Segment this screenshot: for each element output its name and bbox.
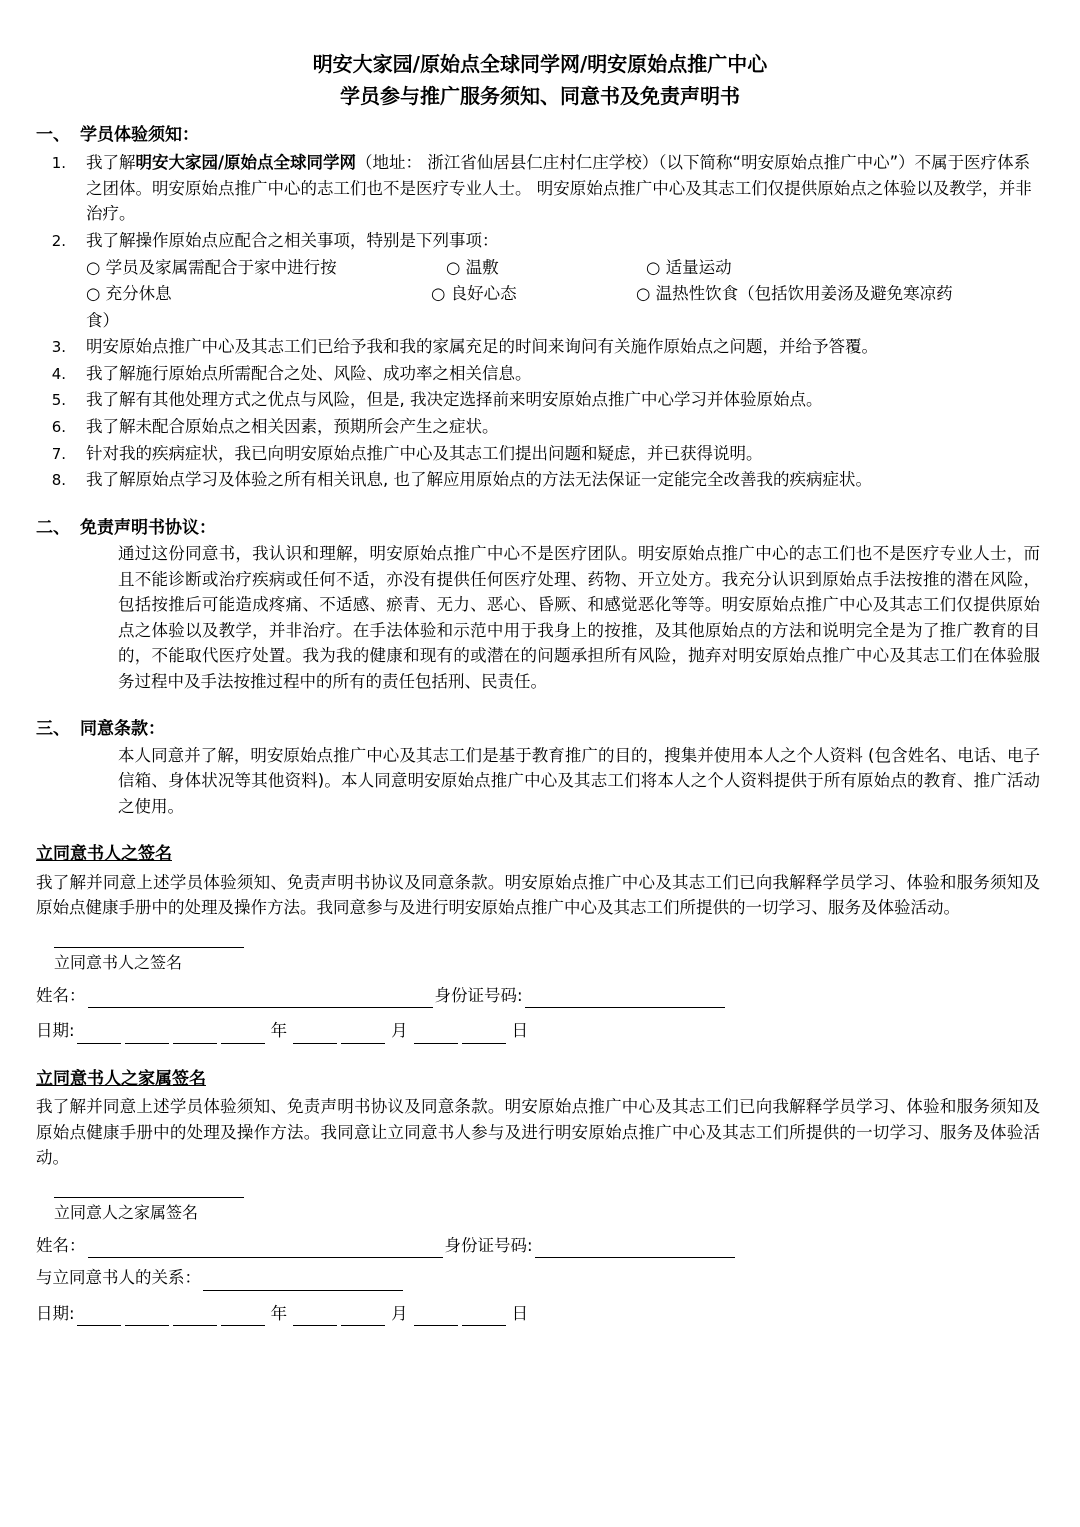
item-index: 1. xyxy=(51,154,66,173)
section-one-list xyxy=(36,150,1044,492)
day-label: 日 xyxy=(511,1021,529,1041)
item-index: 4. xyxy=(51,364,66,383)
name-label: 姓名： xyxy=(36,985,86,1005)
date-year-digit-2[interactable] xyxy=(125,1026,169,1044)
page-title xyxy=(36,48,1044,112)
item-text-post: （地址： 浙江省仙居县仁庄村仁庄学校）（以下简称“明安原始点推广中心”）不属于医疗体系之团体。明安原始点推广中心的志工们也不是医疗专业人士。 明安原始点推广中心及其志工们仅提供原始点之体验以及教学，并非治疗。 xyxy=(86,153,1032,224)
list-item xyxy=(36,150,1044,227)
item-text: 我了解有其他处理方式之优点与风险，但是, 我决定选择前来明安原始点推广中心学习并体验原始点。 xyxy=(86,390,823,410)
option-group xyxy=(86,255,1044,334)
item-text: 我了解操作原始点应配合之相关事项，特别是下列事项： xyxy=(86,231,499,251)
option-warm-diet-tail: 食） xyxy=(86,310,119,330)
family-date-year-digit-1[interactable] xyxy=(77,1309,121,1327)
list-item xyxy=(36,441,1044,467)
family-id-input[interactable] xyxy=(535,1241,735,1259)
date-year-digit-1[interactable] xyxy=(77,1026,121,1044)
item-text: 我了解原始点学习及体验之所有相关讯息, 也了解应用原始点的方法无法保证一定能完全改善我的疾病症状。 xyxy=(86,470,872,490)
family-name-label: 姓名： xyxy=(36,1235,86,1255)
list-item xyxy=(36,361,1044,387)
date-label: 日期: xyxy=(36,1021,75,1041)
signature-self-block xyxy=(36,947,1044,1044)
family-day-label: 日 xyxy=(511,1303,529,1323)
signature-self-line[interactable] xyxy=(54,947,244,948)
item-index: 7. xyxy=(51,444,66,463)
date-day-digit-2[interactable] xyxy=(462,1026,506,1044)
option-rest[interactable]: ○ 充分休息 xyxy=(86,284,172,304)
section-one-title: 学员体验须知： xyxy=(80,125,199,145)
family-id-label: 身份证号码: xyxy=(444,1235,533,1255)
family-date-month-digit-2[interactable] xyxy=(341,1309,385,1327)
signature-self-name-row xyxy=(36,983,1044,1009)
date-month-digit-1[interactable] xyxy=(293,1026,337,1044)
item-text: 我了解未配合原始点之相关因素，预期所会产生之症状。 xyxy=(86,416,499,436)
month-label: 月 xyxy=(391,1021,408,1041)
option-row-1 xyxy=(86,255,1044,281)
option-warm-compress[interactable]: ○ 温敷 xyxy=(446,257,499,277)
year-label: 年 xyxy=(270,1021,288,1041)
section-two-heading xyxy=(36,515,1044,541)
section-three-number: 三、 xyxy=(36,719,70,740)
signature-family-block xyxy=(36,1197,1044,1326)
option-good-mood[interactable]: ○ 良好心态 xyxy=(431,284,517,304)
list-item xyxy=(36,467,1044,493)
family-month-label: 月 xyxy=(391,1303,408,1323)
section-one-heading xyxy=(36,122,1044,148)
date-year-digit-4[interactable] xyxy=(221,1026,265,1044)
list-item xyxy=(36,414,1044,440)
signature-family-body: 我了解并同意上述学员体验须知、免责声明书协议及同意条款。明安原始点推广中心及其志工们已向我解释学员学习、体验和服务须知及原始点健康手册中的处理及操作方法。我同意让立同意书人参与及进行明安原始点推广中心及其志工们所提供的一切学习、服务及体验活动。 xyxy=(36,1097,1040,1168)
title-line-1: 明安大家园/原始点全球同学网/明安原始点推广中心 xyxy=(312,52,768,76)
signature-family-date-row xyxy=(36,1301,1044,1327)
item-body xyxy=(78,228,1044,333)
list-item xyxy=(36,387,1044,413)
signature-self-date-row xyxy=(36,1018,1044,1044)
section-two-title: 免责声明书协议： xyxy=(80,517,216,538)
section-two xyxy=(36,515,1044,695)
option-warm-diet[interactable]: ○ 温热性饮食（包括饮用姜汤及避免寒凉药 xyxy=(636,284,953,304)
date-day-digit-1[interactable] xyxy=(414,1026,458,1044)
item-index: 3. xyxy=(51,338,66,357)
signature-family-relation-row xyxy=(36,1265,1044,1291)
relation-label: 与立同意书人的关系： xyxy=(36,1268,201,1288)
date-year-digit-3[interactable] xyxy=(173,1026,217,1044)
id-input[interactable] xyxy=(525,991,725,1009)
family-date-year-digit-3[interactable] xyxy=(173,1309,217,1327)
item-text: 明安原始点推广中心及其志工们已给予我和我的家属充足的时间来询问有关施作原始点之问题，并给予答覆。 xyxy=(86,337,878,357)
section-three-heading xyxy=(36,716,1044,742)
section-two-body: 通过这份同意书，我认识和理解，明安原始点推广中心不是医疗团队。明安原始点推广中心的志工们也不是医疗专业人士，而且不能诊断或治疗疾病或任何不适，亦没有提供任何医疗处理、药物、开立处方。我充分认识到原始点手法按推的潜在风险，包括按推后可能造成疼痛、不适感、瘀青、无力、恶心、昏厥、和感觉恶化等等。明安原始点推广中心及其志工们仅提供原始点之体验以及教学，并非治疗。在手法体验和示范中用于我身上的按推，及其他原始点的方法和说明完全是为了推广教育的目的，不能取代医疗处置。我为我的健康和现有的或潜在的问题承担所有风险，抛弃对明安原始点推广中心及其志工们在体验服务过程中及手法按推过程中的所有的责任包括刑、民责任。 xyxy=(118,544,1040,691)
option-row-3 xyxy=(86,308,1044,334)
signature-self-heading: 立同意书人之签名 xyxy=(36,844,172,865)
option-row-2 xyxy=(86,281,1044,307)
family-year-label: 年 xyxy=(270,1303,288,1323)
section-one-number: 一、 xyxy=(36,125,70,145)
item-text-pre: 我了解 xyxy=(86,153,136,173)
signature-family-heading: 立同意书人之家属签名 xyxy=(36,1068,206,1089)
relation-input[interactable] xyxy=(203,1273,403,1291)
date-month-digit-2[interactable] xyxy=(341,1026,385,1044)
family-date-label: 日期: xyxy=(36,1303,75,1323)
section-one xyxy=(36,122,1044,493)
name-input[interactable] xyxy=(88,991,433,1009)
signature-family-line[interactable] xyxy=(54,1197,244,1198)
family-date-day-digit-2[interactable] xyxy=(462,1309,506,1327)
signature-self-body: 我了解并同意上述学员体验须知、免责声明书协议及同意条款。明安原始点推广中心及其志工们已向我解释学员学习、体验和服务须知及原始点健康手册中的处理及操作方法。我同意参与及进行明安原始点推广中心及其志工们所提供的一切学习、服务及体验活动。 xyxy=(36,872,1040,918)
list-item xyxy=(36,228,1044,333)
option-home-press[interactable]: ○ 学员及家属需配合于家中进行按 xyxy=(86,257,337,277)
family-name-input[interactable] xyxy=(88,1241,443,1259)
signature-self-caption: 立同意书人之签名 xyxy=(54,952,183,972)
family-date-month-digit-1[interactable] xyxy=(293,1309,337,1327)
family-date-day-digit-1[interactable] xyxy=(414,1309,458,1327)
option-moderate-exercise[interactable]: ○ 适量运动 xyxy=(646,257,732,277)
section-two-number: 二、 xyxy=(36,517,70,538)
family-date-year-digit-4[interactable] xyxy=(221,1309,265,1327)
section-three-body: 本人同意并了解，明安原始点推广中心及其志工们是基于教育推广的目的，搜集并使用本人之个人资料 (包含姓名、电话、电子信箱、身体状况等其他资料)。本人同意明安原始点推广中心及其志工们将本人之个人资料提供于所有原始点的教育、推广活动之使用。 xyxy=(118,745,1040,816)
item-text: 针对我的疾病症状，我已向明安原始点推广中心及其志工们提出问题和疑虑，并已获得说明。 xyxy=(86,443,763,463)
item-index: 8. xyxy=(51,471,66,490)
item-text-bold: 明安大家园/原始点全球同学网 xyxy=(135,153,357,173)
item-text: 我了解施行原始点所需配合之处、风险、成功率之相关信息。 xyxy=(86,363,532,383)
signature-family-caption: 立同意人之家属签名 xyxy=(54,1202,199,1222)
family-date-year-digit-2[interactable] xyxy=(125,1309,169,1327)
section-three-title: 同意条款： xyxy=(80,719,165,740)
item-index: 5. xyxy=(51,391,66,410)
item-body xyxy=(78,150,1044,227)
list-item xyxy=(36,334,1044,360)
item-index: 2. xyxy=(51,232,66,251)
id-label: 身份证号码: xyxy=(434,985,523,1005)
section-three xyxy=(36,716,1044,819)
item-index: 6. xyxy=(51,417,66,436)
title-line-2: 学员参与推广服务须知、同意书及免责声明书 xyxy=(340,84,740,108)
signature-family-name-row xyxy=(36,1233,1044,1259)
